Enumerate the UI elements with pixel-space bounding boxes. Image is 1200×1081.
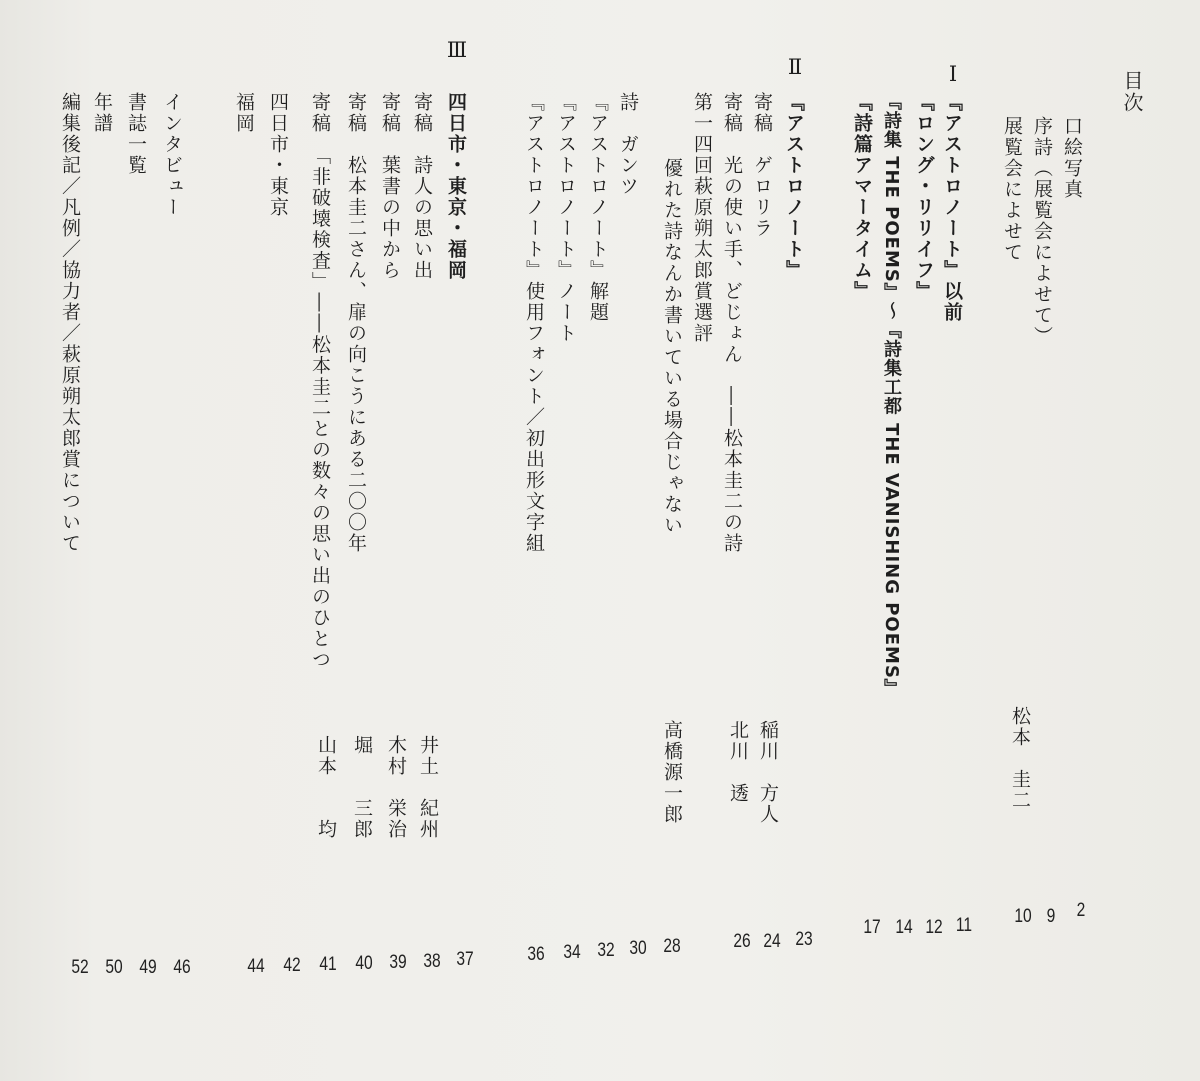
page-number: 42 [283, 955, 301, 976]
toc-entry-gantz: 詩 ガンツ [617, 92, 639, 197]
toc-entry-poet-memory: 寄稿 詩人の思い出 [411, 92, 433, 281]
page-number: 28 [663, 936, 681, 957]
toc-entry-light-user: 寄稿 光の使い手、どじょん ――松本圭二の詩 [721, 92, 743, 554]
section-numeral-3: Ⅲ [445, 38, 469, 64]
toc-author: 井土 紀州 [417, 735, 439, 840]
page-number: 26 [733, 931, 751, 952]
page-number: 41 [319, 954, 337, 975]
toc-entry-commentary: 『アストロノート』解題 [587, 92, 609, 323]
toc-entry-fonts: 『アストロノート』使用フォント／初出形文字組 [523, 92, 545, 554]
page-number: 37 [456, 949, 474, 970]
page-number: 50 [105, 957, 123, 978]
toc-entry-chronology: 年譜 [91, 92, 113, 134]
toc-entry-afterword: 編集後記／凡例／協力者／萩原朔太郎賞について [59, 92, 81, 554]
section-numeral-2: Ⅱ [783, 55, 807, 81]
page-number: 12 [925, 917, 943, 938]
page-number: 44 [247, 956, 265, 977]
page-number: 23 [795, 929, 813, 950]
toc-entry-fukuoka: 福岡 [233, 92, 255, 134]
page-number: 34 [563, 942, 581, 963]
toc-entry-exhibition: 展覧会によせて [1001, 116, 1023, 263]
section-numeral-1: Ⅰ [941, 62, 965, 88]
toc-entry-bibliography: 書誌一覧 [125, 92, 147, 176]
toc-entry-great-poem: 優れた詩なんか書いている場合じゃない [661, 158, 683, 536]
toc-entry-prize-review: 第一四回萩原朔太郎賞選評 [691, 92, 713, 344]
page-number: 49 [139, 957, 157, 978]
toc-entry-gerorira: 寄稿 ゲロリラ [751, 92, 773, 239]
toc-author: 稲川 方人 [757, 720, 779, 825]
toc-entry-beyond-door: 寄稿 松本圭二さん、扉の向こうにある二〇〇年 [345, 92, 367, 554]
toc-entry-prologue-poem: 序詩（展覧会によせて） [1031, 116, 1053, 347]
page-number: 14 [895, 917, 913, 938]
page-number: 30 [629, 938, 647, 959]
toc-entry-long-relief: 『ロング・リリイフ』 [913, 92, 935, 302]
toc-heading: 目次 [1120, 70, 1144, 114]
page-number: 17 [863, 917, 881, 938]
toc-entry-amatime: 『詩篇アマータイム』 [851, 92, 873, 302]
page-number: 46 [173, 957, 191, 978]
toc-author: 堀 三郎 [351, 735, 373, 840]
toc-entry-the-poems: 『詩集 THE POEMS』〜『詩集工都 THE VANISHING POEMS』 [881, 92, 902, 698]
toc-entry-frontispiece: 口絵写真 [1061, 116, 1083, 200]
page-number: 32 [597, 940, 615, 961]
page-number: 52 [71, 957, 89, 978]
page-number: 38 [423, 951, 441, 972]
page-number: 36 [527, 944, 545, 965]
page-number: 2 [1076, 900, 1086, 921]
toc-author: 高橋源一郎 [661, 720, 683, 825]
page-number: 24 [763, 931, 781, 952]
toc-author: 木村 栄治 [385, 735, 407, 840]
toc-entry-nondestructive: 寄稿 「非破壊検査」――松本圭二との数々の思い出のひとつ [309, 92, 331, 671]
toc-author: 山本 均 [315, 735, 337, 840]
page-number: 9 [1046, 906, 1056, 927]
page-number: 11 [955, 915, 973, 936]
page-number: 10 [1014, 906, 1032, 927]
page-number: 40 [355, 953, 373, 974]
section-header-cities: 四日市・東京・福岡 [445, 92, 467, 281]
page-number: 39 [389, 952, 407, 973]
toc-entry-yokkaichi-tokyo: 四日市・東京 [267, 92, 289, 218]
toc-author: 北川 透 [727, 720, 749, 804]
toc-entry-before-astronaut: 『アストロノート』以前 [941, 92, 963, 323]
toc-entry-note: 『アストロノート』ノート [555, 92, 577, 344]
toc-author: 松本 圭二 [1009, 706, 1031, 811]
toc-entry-postcards: 寄稿 葉書の中から [379, 92, 401, 281]
section-header-astronaut: 『アストロノート』 [783, 92, 805, 281]
toc-entry-interview: インタビュー [161, 92, 183, 218]
